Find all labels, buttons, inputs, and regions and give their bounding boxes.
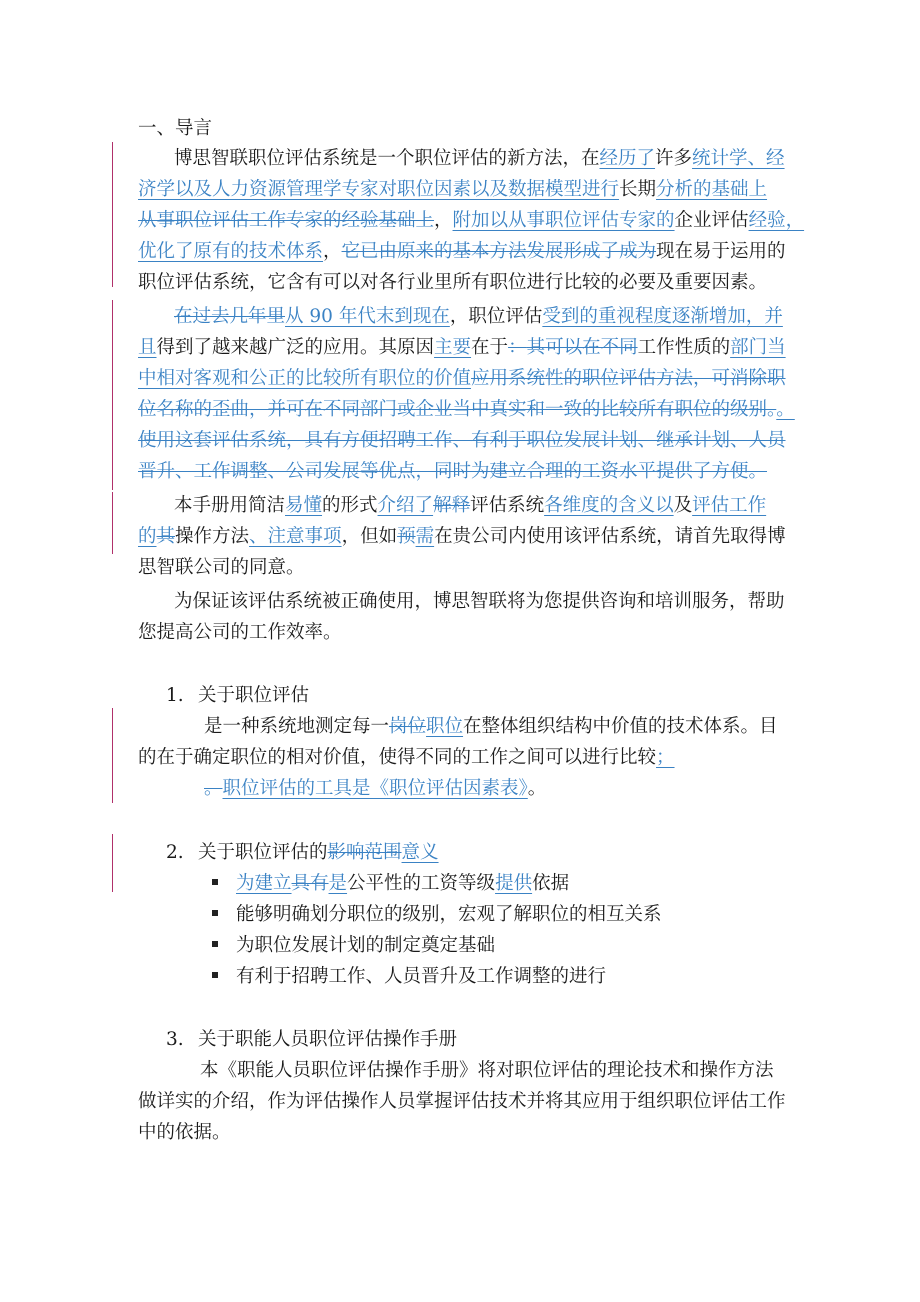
bullet-icon xyxy=(212,910,218,916)
inserted-text: 是 xyxy=(328,873,348,894)
deleted-text: 应用系统性的职位评估方法，可消除职 xyxy=(471,368,786,389)
bullet-icon xyxy=(212,941,218,947)
inserted-text: 的 xyxy=(138,526,157,547)
text-run: ，职位评估 xyxy=(449,306,543,327)
section-number: 2. xyxy=(166,842,184,863)
text-run: 关于职位评估的 xyxy=(198,842,328,863)
intro-p1-line xyxy=(138,237,786,267)
text-run: 的形式 xyxy=(322,495,378,516)
text-run: 的在于确定职位的相对价值，使得不同的工作之间可以进行比较 xyxy=(138,747,657,768)
deleted-text: 它已由原来的基本方法发展形成了成为 xyxy=(341,241,657,262)
section-title xyxy=(198,842,439,863)
intro-p4-line xyxy=(174,587,785,617)
intro-p2-line xyxy=(138,364,786,394)
bullet-item xyxy=(212,900,662,930)
inserted-text: 且 xyxy=(138,337,157,358)
inserted-text: 经验， xyxy=(748,210,805,231)
inserted-text: 济学以及人力资源管理学专家对职位因素以及数据模型进行 xyxy=(138,179,620,200)
change-bar xyxy=(112,708,113,803)
intro-p3-line xyxy=(138,522,786,552)
text-run: ， xyxy=(434,210,453,231)
text-run: 本手册用简洁 xyxy=(174,495,286,516)
intro-p3-line xyxy=(138,553,305,583)
inserted-text: 介绍了 xyxy=(377,495,434,516)
inserted-text: 优化了原有的技术体系 xyxy=(138,241,324,262)
bullet-item xyxy=(212,962,606,992)
inserted-text: 经历了 xyxy=(599,148,656,169)
inserted-text: 易懂 xyxy=(285,495,323,516)
bullet-item xyxy=(212,869,569,899)
text-run: 评估系统 xyxy=(470,495,545,516)
inserted-text: 提供 xyxy=(495,873,533,894)
inserted-text: 、注意事项 xyxy=(249,526,342,547)
intro-p1-line xyxy=(138,268,767,298)
text-run: 能够明确划分职位的级别，宏观了解职位的相互关系 xyxy=(236,904,662,925)
inserted-text: 受到的重视程度逐渐增加，并 xyxy=(542,306,783,327)
text-run: 在贵公司内使用该评估系统，请首先取得博 xyxy=(434,526,786,547)
heading: 一、导言 xyxy=(138,118,213,139)
section-2-title xyxy=(166,838,439,868)
inserted-text: 部门当 xyxy=(730,337,786,358)
change-bar xyxy=(112,834,113,892)
intro-p1-line xyxy=(174,144,785,174)
text-run: 职位评估系统，它含有可以对各行业里所有职位进行比较的必要及重要因素。 xyxy=(138,272,768,293)
inserted-text: 分析的基础上 xyxy=(656,179,768,200)
section-number: 3. xyxy=(166,1029,184,1050)
intro-p4-line xyxy=(138,618,342,648)
inserted-text: 意义 xyxy=(401,842,439,863)
deleted-text: 使用这套评估系统，具有方便招聘工作、有利于职位发展计划、继承计划、人员 xyxy=(138,430,786,451)
intro-p2-line xyxy=(138,333,786,363)
text-run: 您提高公司的工作效率。 xyxy=(138,622,342,643)
intro-p1-line xyxy=(138,175,767,205)
text-run: 及 xyxy=(673,495,693,516)
inserted-text: 从 90 年代末到现在 xyxy=(285,306,450,327)
deleted-text: 预 xyxy=(397,526,416,547)
deleted-text: 。 xyxy=(204,778,223,799)
inserted-text: 主要 xyxy=(434,337,472,358)
text-run: 公平性的工资等级 xyxy=(347,873,496,894)
deleted-text: ： xyxy=(508,337,527,358)
deleted-text: 在过去几年里 xyxy=(174,306,286,327)
intro-p2-line xyxy=(138,426,786,456)
text-run: ， xyxy=(323,241,342,262)
text-run: 操作方法 xyxy=(175,526,250,547)
inserted-text: 中相对客观和公正的比较所有职位的价值 xyxy=(138,368,472,389)
deleted-text: 其可以在不同 xyxy=(526,337,638,358)
deleted-text: 其 xyxy=(156,526,176,547)
inserted-text: 需 xyxy=(415,526,435,547)
text-run: 长期 xyxy=(619,179,657,200)
text-run: 现在易于运用的 xyxy=(656,241,786,262)
text-run: 依据 xyxy=(532,873,570,894)
text-run: 。 xyxy=(527,778,547,799)
inserted-text: 各维度的含义以 xyxy=(544,495,674,516)
intro-p2-line xyxy=(138,395,795,425)
intro-p2-line xyxy=(138,457,767,487)
section-title: 关于职位评估 xyxy=(198,685,310,706)
section-3-title xyxy=(166,1025,457,1055)
section-1-line xyxy=(204,712,778,742)
section-1-line xyxy=(138,743,675,773)
section-3-line: 本《职能人员职位评估操作手册》将对职位评估的理论技术和操作方法 xyxy=(200,1060,774,1081)
inserted-text: 。 xyxy=(776,399,795,420)
text-run: 为保证该评估系统被正确使用，博思智联将为您提供咨询和培训服务，帮助 xyxy=(174,591,785,612)
bullet-item xyxy=(212,931,495,961)
section-number: 1. xyxy=(166,685,184,706)
section-3-line: 做详实的介绍，作为评估操作人员掌握评估技术并将其应用于组织职位评估工作 xyxy=(138,1091,786,1112)
section-title: 关于职能人员职位评估操作手册 xyxy=(198,1029,458,1050)
deleted-text: 从事职位评估工作专家的经验基础上 xyxy=(138,210,435,231)
text-run: ，但如 xyxy=(341,526,398,547)
inserted-text: 职位 xyxy=(426,716,464,737)
inserted-text: ； xyxy=(656,747,675,768)
change-bar xyxy=(112,300,113,490)
text-run: 思智联公司的同意。 xyxy=(138,557,305,578)
text-run: 企业评估 xyxy=(674,210,749,231)
inserted-text: 评估工作 xyxy=(692,495,767,516)
intro-p2-line xyxy=(174,302,783,332)
text-run: 博思智联职位评估系统是一个职位评估的新方法，在 xyxy=(174,148,600,169)
change-bar xyxy=(112,142,113,287)
deleted-text: 岗位 xyxy=(389,716,427,737)
deleted-text: 具有 xyxy=(291,873,329,894)
deleted-text: 解释 xyxy=(433,495,471,516)
change-bar xyxy=(112,492,113,554)
deleted-text: 影响范围 xyxy=(327,842,402,863)
text-run: 许多 xyxy=(655,148,693,169)
text-run: 是一种系统地测定每一 xyxy=(204,716,390,737)
inserted-text: 职位评估的工具是《职位评估因素表》 xyxy=(222,778,528,799)
section-1-line xyxy=(204,774,546,804)
section-3-line: 中的依据。 xyxy=(138,1122,231,1143)
deleted-text: 位名称的歪曲，并可在不同部门或企业当中真实和一致的比较所有职位的级别。 xyxy=(138,399,777,420)
bullet-icon xyxy=(212,972,218,978)
text-run: 为职位发展计划的制定奠定基础 xyxy=(236,935,496,956)
intro-p3-line xyxy=(174,491,766,521)
text-run: 在整体组织结构中价值的技术体系。目 xyxy=(463,716,778,737)
text-run: 有利于招聘工作、人员晋升及工作调整的进行 xyxy=(236,966,607,987)
intro-p1-line xyxy=(138,206,804,236)
inserted-text: 为建立 xyxy=(236,873,292,894)
deleted-text: 晋升、工作调整、公司发展等优点，同时为建立合理的工资水平提供了方便。 xyxy=(138,461,768,482)
text-run: 得到了越来越广泛的应用。其原因 xyxy=(156,337,435,358)
bullet-icon xyxy=(212,879,218,885)
inserted-text: 附加以从事职位评估专家的 xyxy=(452,210,675,231)
section-1-title xyxy=(166,681,309,711)
text-run: 工作性质的 xyxy=(637,337,731,358)
text-run: 在于 xyxy=(471,337,509,358)
inserted-text: 统计学、经 xyxy=(692,148,785,169)
